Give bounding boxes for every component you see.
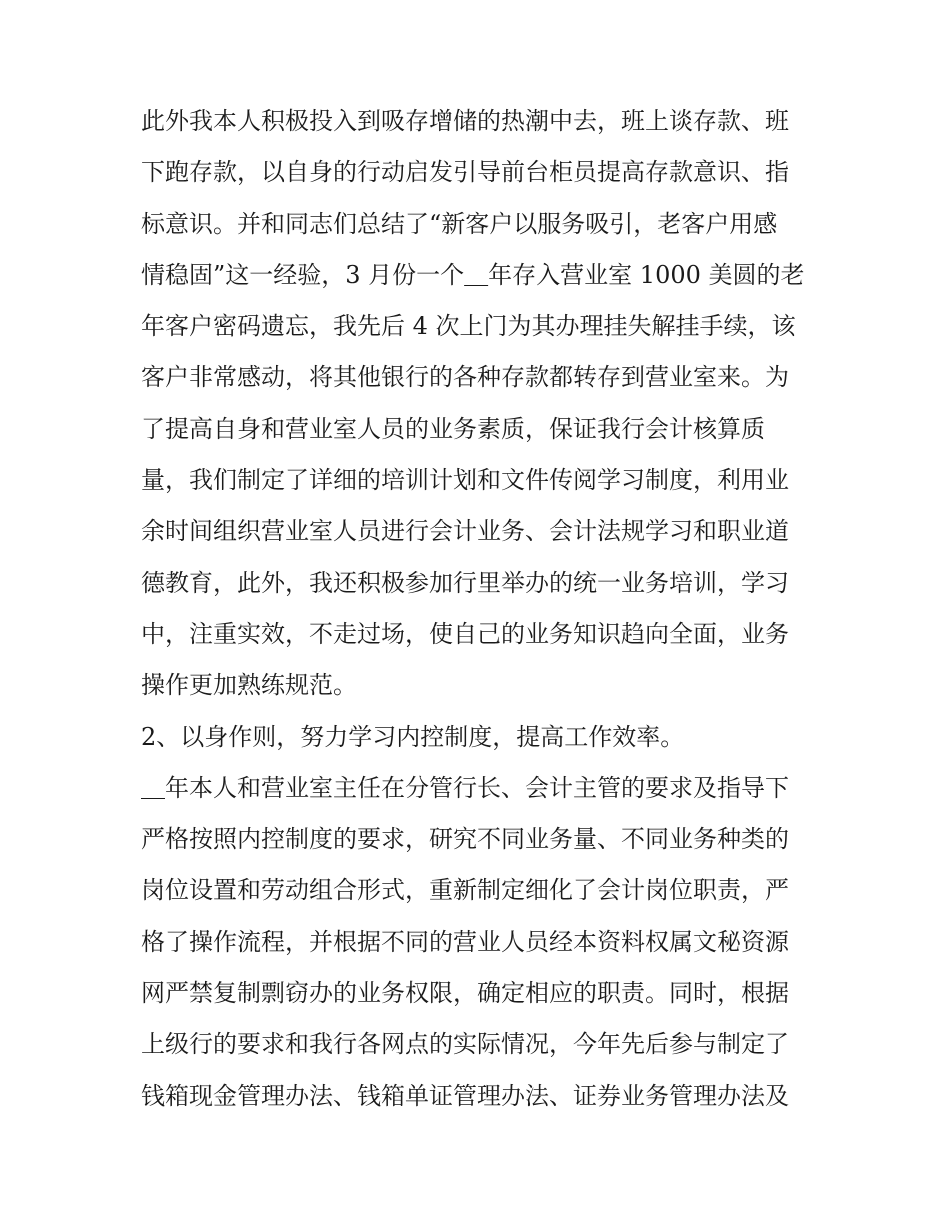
body-text <box>141 96 821 1122</box>
text-line: 年客户密码遗忘，我先后 4 次上门为其办理挂失解挂手续，该 <box>141 312 796 341</box>
text-line: 格了操作流程，并根据不同的营业人员经本资料权属文秘资源 <box>141 927 789 956</box>
text-line: 严格按照内控制度的要求，研究不同业务量、不同业务种类的 <box>141 825 789 854</box>
text-line: 下跑存款，以自身的行动启发引导前台柜员提高存款意识、指 <box>141 158 789 187</box>
text-line: 客户非常感动，将其他银行的各种存款都转存到营业室来。为 <box>141 363 789 392</box>
text-line: ＿年本人和营业室主任在分管行长、会计主管的要求及指导下 <box>141 773 789 802</box>
text-line: 标意识。并和同志们总结了“新客户以服务吸引，老客户用感 <box>141 209 778 238</box>
text-line: 中，注重实效，不走过场，使自己的业务知识趋向全面，业务 <box>141 619 789 648</box>
text-line: 德教育，此外，我还积极参加行里举办的统一业务培训，学习 <box>141 568 789 597</box>
text-line: 钱箱现金管理办法、钱箱单证管理办法、证券业务管理办法及 <box>141 1081 789 1110</box>
text-line: 余时间组织营业室人员进行会计业务、会计法规学习和职业道 <box>141 517 789 546</box>
text-line: 岗位设置和劳动组合形式，重新制定细化了会计岗位职责，严 <box>141 876 789 905</box>
text-line: 网严禁复制剽窃办的业务权限，确定相应的职责。同时，根据 <box>141 979 789 1008</box>
text-line: 上级行的要求和我行各网点的实际情况，今年先后参与制定了 <box>141 1030 789 1059</box>
text-line: 量，我们制定了详细的培训计划和文件传阅学习制度，利用业 <box>141 466 789 495</box>
text-line: 此外我本人积极投入到吸存增储的热潮中去，班上谈存款、班 <box>141 107 789 135</box>
text-line: 情稳固”这一经验，3 月份一个＿年存入营业室 1000 美圆的老 <box>141 260 805 289</box>
text-line: 了提高自身和营业室人员的业务素质，保证我行会计核算质 <box>141 414 765 443</box>
text-line: 操作更加熟练规范。 <box>141 671 357 700</box>
section-heading: 2、以身作则，努力学习内控制度，提高工作效率。 <box>141 722 685 751</box>
